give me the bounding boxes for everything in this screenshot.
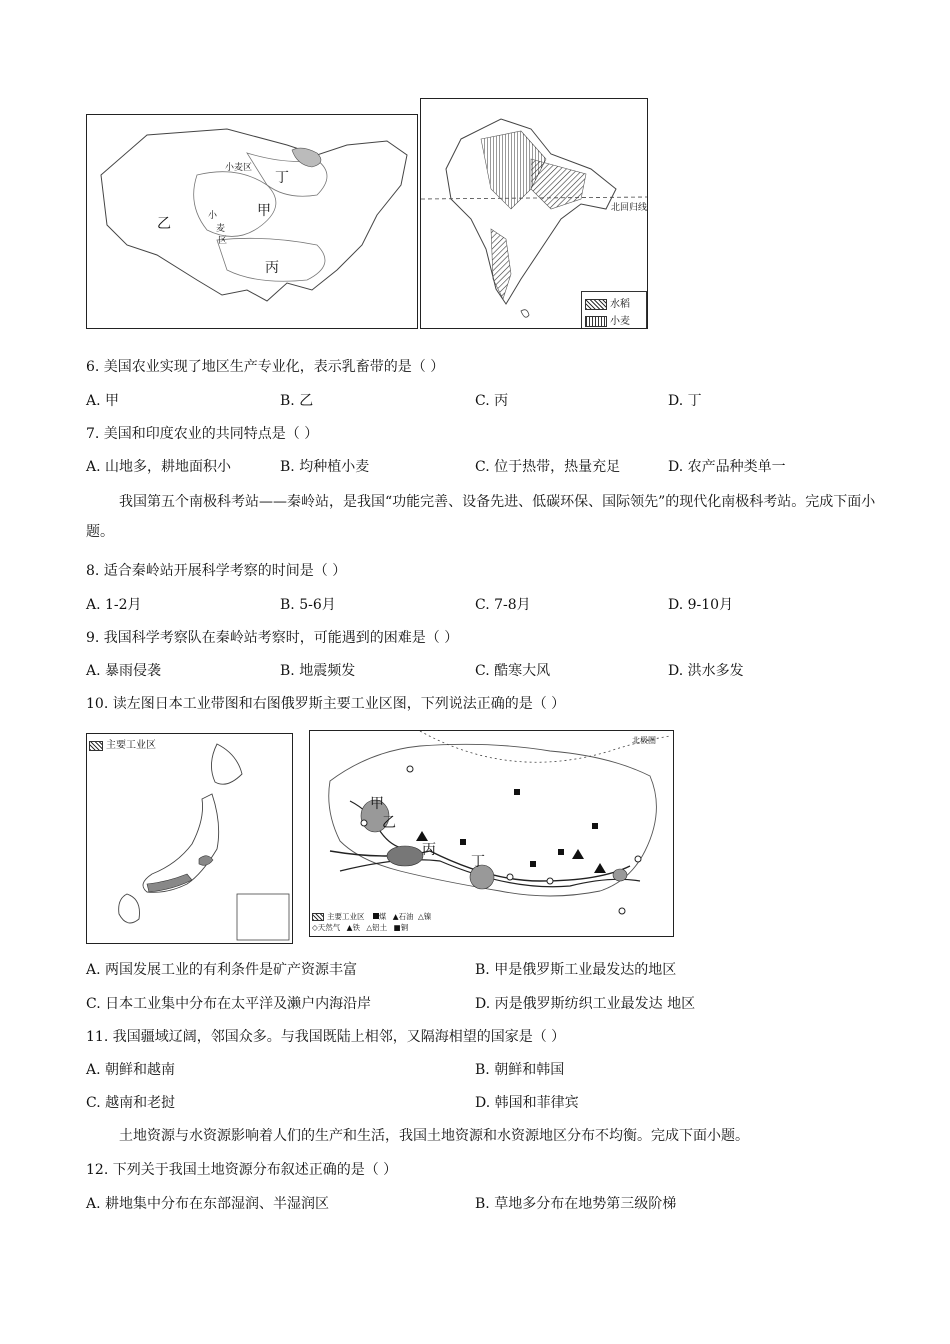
land-intro: 土地资源与水资源影响着人们的生产和生活，我国土地资源和水资源地区分布不均衡。完成下面小题。	[119, 1128, 749, 1144]
q8-option-a: A. 1-2月	[86, 597, 142, 613]
q7-option-a: A. 山地多，耕地面积小	[86, 459, 232, 475]
q9-stem: 9. 我国科学考察队在秦岭站考察时，可能遇到的困难是（ ）	[86, 630, 459, 646]
india-legend-wheat: 小麦	[610, 316, 630, 327]
russia-legend-bauxite: 铝土	[372, 923, 388, 932]
q10-option-c: C. 日本工业集中分布在太平洋及濑户内海沿岸	[86, 996, 372, 1012]
q8-option-d: D. 9-10月	[668, 597, 734, 613]
russia-legend	[312, 911, 431, 933]
q8-option-c: C. 7-8月	[475, 597, 531, 613]
copper-icon: ■	[393, 923, 401, 932]
q12-option-b: B. 草地多分布在地势第三级阶梯	[475, 1196, 677, 1212]
q7-option-c: C. 位于热带，热量充足	[475, 459, 621, 475]
usa-region-bing: 丙	[265, 260, 279, 276]
usa-wheat-south-label-3: 区	[218, 236, 228, 246]
japan-legend	[89, 736, 156, 751]
russia-region-jia: 甲	[370, 796, 384, 812]
q9-option-d: D. 洪水多发	[668, 663, 744, 679]
iron-icon: ▲	[346, 923, 353, 932]
gas-icon: ◇	[312, 923, 318, 932]
russia-legend-gas: 天然气	[317, 923, 341, 932]
russia-region-yi: 乙	[382, 815, 396, 831]
russia-region-ding: 丁	[471, 854, 485, 870]
usa-wheat-north-label: 小麦区	[225, 163, 253, 173]
q11-stem: 11. 我国疆域辽阔，邻国众多。与我国既陆上相邻，又隔海相望的国家是（ ）	[86, 1029, 566, 1045]
q10-option-d: D. 丙是俄罗斯纺织工业最发达 地区	[475, 996, 696, 1012]
q6-option-b: B. 乙	[280, 393, 314, 409]
india-legend	[581, 291, 647, 329]
q11-option-c: C. 越南和老挝	[86, 1095, 176, 1111]
wheat-swatch-icon	[585, 316, 607, 327]
rice-swatch-icon	[585, 299, 607, 310]
usa-agriculture-map	[86, 114, 418, 329]
usa-region-yi: 乙	[157, 216, 171, 232]
russia-legend-coal: 煤	[378, 912, 387, 921]
india-tropic-label: 北回归线	[611, 203, 648, 213]
russia-legend-nickel: 镍	[423, 912, 432, 921]
japan-industry-map	[86, 733, 293, 944]
russia-legend-iron: 铁	[352, 923, 360, 932]
japan-legend-text: 主要工业区	[106, 740, 156, 751]
q6-stem: 6. 美国农业实现了地区生产专业化，表示乳畜带的是（ ）	[86, 359, 445, 375]
india-legend-rice: 水稻	[610, 299, 630, 310]
qinling-intro: 我国第五个南极科考站——秦岭站，是我国“功能完善、设备先进、低碳环保、国际领先”的现代化南极科考站。完成下面小题。	[86, 494, 876, 540]
q6-option-a: A. 甲	[86, 393, 120, 409]
india-agriculture-map	[420, 98, 648, 329]
q7-option-d: D. 农产品种类单一	[668, 459, 786, 475]
russia-outline	[310, 731, 673, 936]
q11-option-a: A. 朝鲜和越南	[86, 1062, 176, 1078]
usa-wheat-south-label-1: 小	[208, 211, 218, 221]
oil-icon: ▲	[392, 912, 399, 921]
q11-option-b: B. 朝鲜和韩国	[475, 1062, 565, 1078]
q10-option-a: A. 两国发展工业的有利条件是矿产资源丰富	[86, 962, 358, 978]
q11-option-d: D. 韩国和菲律宾	[475, 1095, 579, 1111]
industry-swatch-icon	[89, 741, 103, 751]
q8-option-b: B. 5-6月	[280, 597, 336, 613]
usa-region-ding: 丁	[275, 170, 289, 186]
russia-legend-copper: 铜	[400, 923, 409, 932]
q10-option-b: B. 甲是俄罗斯工业最发达的地区	[475, 962, 677, 978]
q8-stem: 8. 适合秦岭站开展科学考察的时间是（ ）	[86, 563, 347, 579]
q9-option-b: B. 地震频发	[280, 663, 356, 679]
japan-outline	[87, 734, 292, 943]
q9-option-a: A. 暴雨侵袭	[86, 663, 162, 679]
usa-region-jia: 甲	[257, 203, 271, 219]
q7-stem: 7. 美国和印度农业的共同特点是（ ）	[86, 426, 319, 442]
nickel-icon: △	[417, 912, 424, 921]
russia-legend-oil: 石油	[398, 912, 414, 921]
russia-industry-swatch-icon	[312, 913, 324, 921]
russia-legend-industry: 主要工业区	[327, 912, 365, 921]
q10-stem: 10. 读左图日本工业带图和右图俄罗斯主要工业区图，下列说法正确的是（ ）	[86, 696, 566, 712]
usa-wheat-south-label-2: 麦	[216, 224, 226, 234]
russia-industry-map	[309, 730, 674, 937]
q7-option-b: B. 均种植小麦	[280, 459, 370, 475]
usa-outline	[87, 115, 417, 328]
q12-stem: 12. 下列关于我国土地资源分布叙述正确的是（ ）	[86, 1162, 398, 1178]
q6-option-c: C. 丙	[475, 393, 509, 409]
q12-option-a: A. 耕地集中分布在东部湿润、半湿润区	[86, 1196, 330, 1212]
q6-option-d: D. 丁	[668, 393, 702, 409]
russia-region-bing: 丙	[422, 842, 436, 858]
bauxite-icon: △	[366, 923, 373, 932]
russia-arctic-label: 北极圈	[632, 736, 656, 745]
q9-option-c: C. 酷寒大风	[475, 663, 551, 679]
